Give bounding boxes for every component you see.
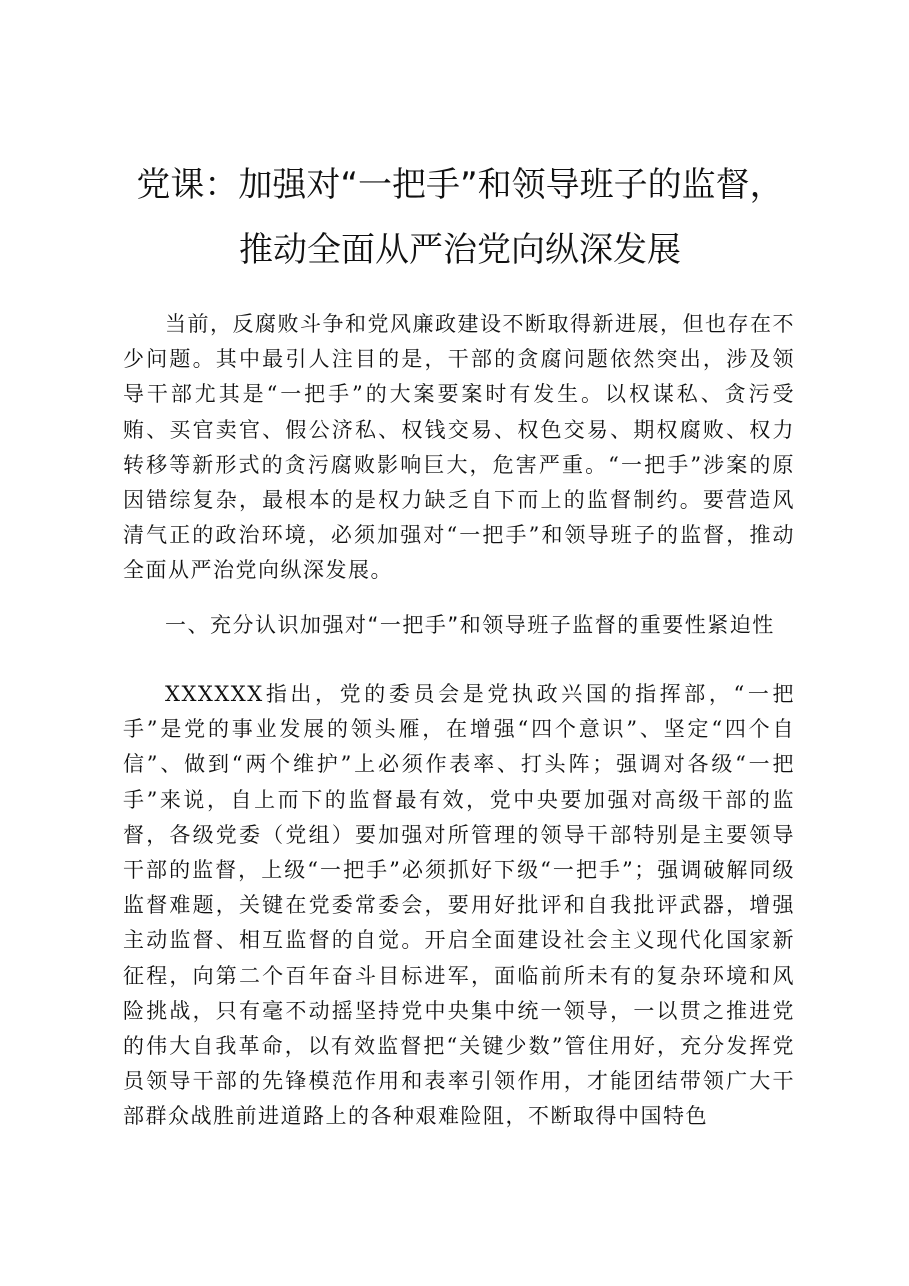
document-title-line-2: 推动全面从严治党向纵深发展 (239, 230, 681, 270)
intro-paragraph-block (123, 307, 795, 589)
document-title-line-1: 党课：加强对“一把手”和领导班子的监督， (136, 165, 784, 205)
section-1-heading: 一、充分认识加强对“一把手”和领导班子监督的重要性紧迫性 (165, 613, 775, 637)
section-1-paragraph: XXXXXX指出，党的委员会是党执政兴国的指挥部，“一把手”是党的事业发展的领头雁，在增强“四个意识”、坚定“四个自信”、做到“两个维护”上必须作表率、打头阵；强调对各级“一把手”来说，自上而下的监督最有效，党中央要加强对高级干部的监督，各级党委（党组）要加强对所管理的领导干部特别是主要领导干部的监督，上级“一把手”必须抓好下级“一把手”；强调破解同级监督难题，关键在党委常委会，要用好批评和自我批评武器，增强主动监督、相互监督的自觉。开启全面建设社会主义现代化国家新征程，向第二个百年奋斗目标进军，面临前所未有的复杂环境和风险挑战，只有毫不动摇坚持党中央集中统一领导，一以贯之推进党的伟大自我革命，以有效监督把“关键少数”管住用好，充分发挥党员领导干部的先锋模范作用和表率引领作用，才能团结带领广大干部群众战胜前进道路上的各种艰难险阻，不断取得中国特色 (123, 682, 795, 1129)
intro-paragraph: 当前，反腐败斗争和党风廉政建设不断取得新进展，但也存在不少问题。其中最引人注目的是，干部的贪腐问题依然突出，涉及领导干部尤其是“一把手”的大案要案时有发生。以权谋私、贪污受贿、买官卖官、假公济私、权钱交易、权色交易、期权腐败、权力转移等新形式的贪污腐败影响巨大，危害严重。“一把手”涉案的原因错综复杂，最根本的是权力缺乏自下而上的监督制约。要营造风清气正的政治环境，必须加强对“一把手”和领导班子的监督，推动全面从严治党向纵深发展。 (123, 312, 795, 583)
section-1-paragraph-block (123, 677, 795, 1135)
